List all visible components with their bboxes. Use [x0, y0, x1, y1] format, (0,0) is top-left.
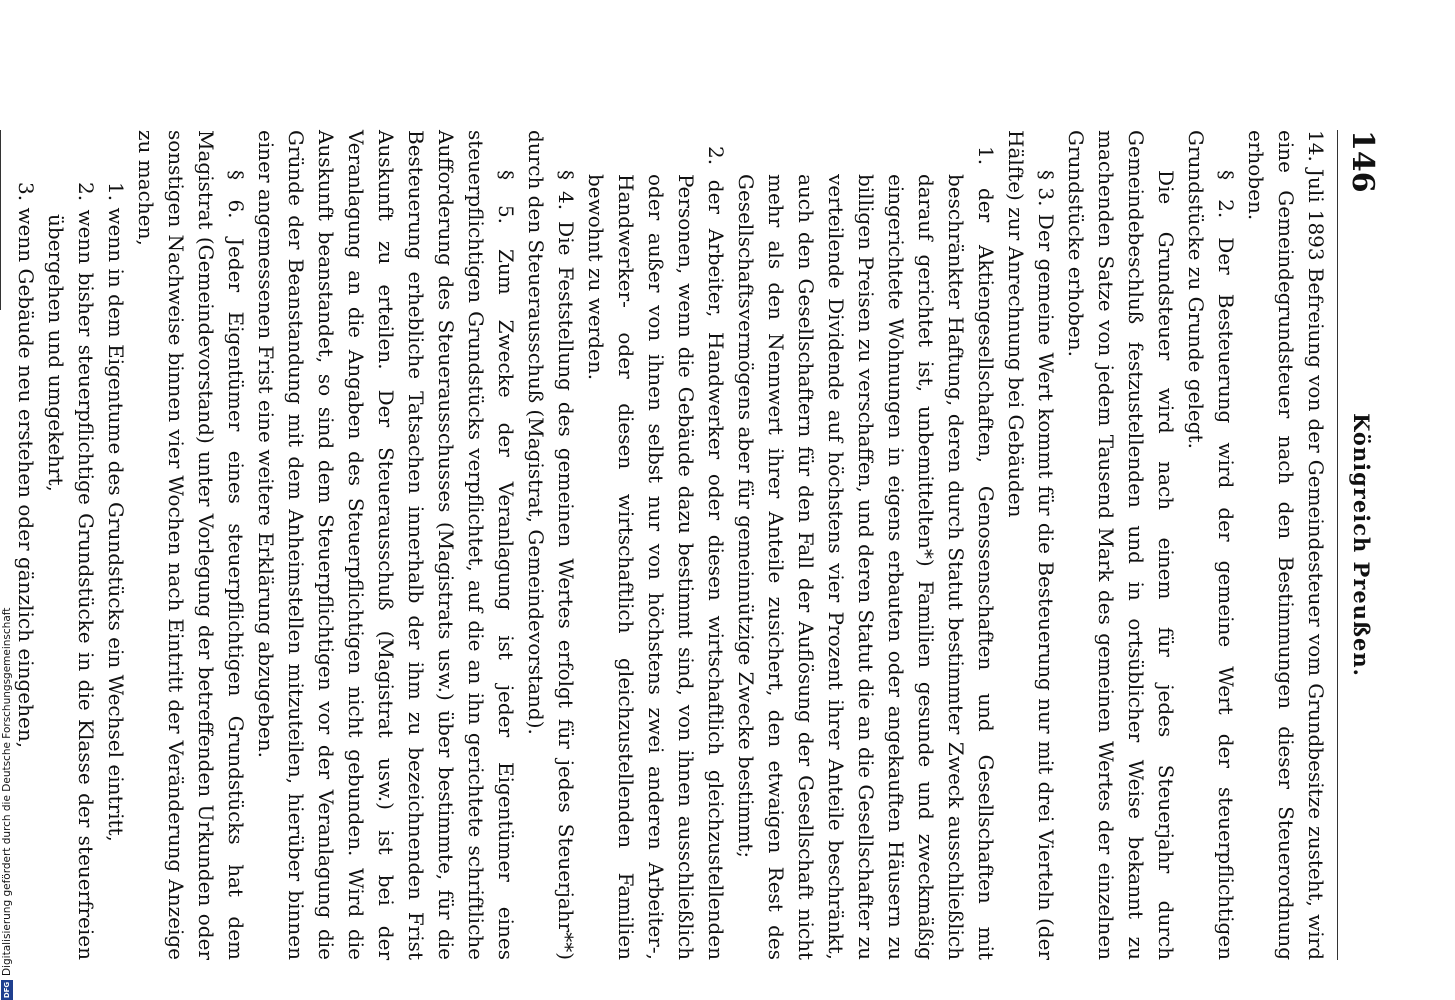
sub-item-1: 1. wenn in dem Eigentume des Grundstücks ein Wechsel eintritt,: [104, 182, 128, 842]
footnote-divider: [0, 130, 1, 310]
list-item-1: 1. der Aktiengesellschaften, Genossenschaften und Gesellschaften mit beschränkter Haftung, deren durch Statut bestimmter Zweck ausschließlich darauf gerichtet ist, unbemittelten*) Familien gesunde und zweckmäßig eingerichtete Wohnungen in eigens erbauten oder angekauften Häusern zu billigen Preisen zu verschaffen, und deren Statut die an die Gesellschafter zu verteilende Dividende auf höchstens vier Prozent ihrer Anteile beschränkt, auch den Gesellschaftern für den Fall der Auflösung der Gesellschaft nicht mehr als den Nennwert ihrer Anteile zusichert, den etwaigen Rest des Gesellschaftsvermögens aber für gemeinnützige Zwecke bestimmt;: [734, 146, 998, 960]
page-header: [1337, 130, 1380, 960]
sub-item-2: 2. wenn bisher steuerpflichtige Grundstücke in die Klasse der steuerfreien übergehen und umgekehrt,: [44, 182, 98, 960]
dfg-logo-icon: DFG: [3, 981, 11, 999]
list-item-2: 2. der Arbeiter, Handwerker oder diesen wirtschaftlich gleichzustellenden Personen, wenn die Gebäude dazu bestimmt sind, von ihnen ausschließlich oder außer von ihnen selbst nur von höchstens zwei anderen Arbeiter-, Handwerker- oder diesen wirtschaftlich gleichzustellenden Familien bewohnt zu werden.: [584, 146, 728, 960]
paragraph-intro: 14. Juli 1893 Befreiung von der Gemeindesteuer vom Grundbesitze zusteht, wird eine Gemeindegrundsteuer nach den Bestimmungen dieser Steuerordnung erhoben.: [1244, 130, 1328, 960]
paragraph-section-3: § 3. Der gemeine Wert kommt für die Besteuerung nur mit drei Vierteln (der Hälfte) zur Anrechnung bei Gebäuden: [1004, 130, 1058, 960]
sub-item-3: 3. wenn Gebäude neu erstehen oder gänzlich eingehen,: [14, 182, 38, 749]
rotated-scanned-page: [14, 130, 1380, 960]
paragraph-section-6: § 6. Jeder Eigentümer eines steuerpflichtigen Grundstücks hat dem Magistrat (Gemeindevorstand) unter Vorlegung der betreffenden Urkunden oder sonstigen Nachweise binnen vier Wochen nach Eintritt der Veränderung Anzeige zu machen,: [134, 130, 248, 960]
paragraph-grundsteuer: Die Grundsteuer wird nach einem für jedes Steuerjahr durch Gemeindebeschluß festzustellenden und in ortsüblicher Weise bekannt zu machenden Satze von jedem Tausend Mark des gemeinen Wertes der einzelnen Grundstücke erhoben.: [1064, 130, 1178, 960]
credit-text: Digitalisierung gefördert durch die Deutsche Forschungsgemeinschaft: [1, 607, 13, 976]
running-title: Königreich Preußen.: [1349, 413, 1374, 677]
paragraph-section-5: § 5. Zum Zwecke der Veranlagung ist jeder Eigentümer eines steuerpflichtigen Grundstücks verpflichtet, auf die an ihn gerichtete schriftliche Aufforderung des Steuerausschusses (Magistrats usw.) über bestimmte, für die Besteuerung erhebliche Tatsachen innerhalb der ihm zu bezeichnenden Frist Auskunft zu erteilen. Der Steuerausschuß (Magistrat usw.) ist bei der Veranlagung an die Angaben des Steuerpflichtigen nicht gebunden. Wird die Auskunft beanstandet, so sind dem Steuerpflichtigen vor der Veranlagung die Gründe der Beanstandung mit dem Anheimstellen mitzuteilen, hierüber binnen einer angemessenen Frist eine weitere Erklärung abzugeben.: [254, 130, 518, 960]
body-text: [11, 130, 1337, 960]
page-number: 146: [1345, 130, 1380, 193]
digitization-credit: [0, 580, 14, 1000]
paragraph-section-4: § 4. Die Feststellung des gemeinen Wertes erfolgt für jedes Steuerjahr**) durch den Steuerausschuß (Magistrat, Gemeindevorstand).: [524, 130, 578, 960]
paragraph-section-2: § 2. Der Besteuerung wird der gemeine Wert der steuerpflichtigen Grundstücke zu Grunde gelegt.: [1184, 130, 1238, 960]
